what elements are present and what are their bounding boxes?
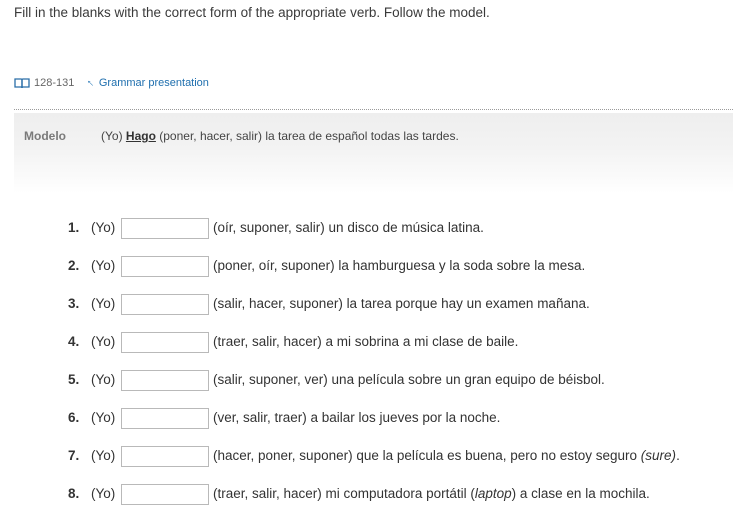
- item-sentence: [213, 486, 650, 501]
- item-sentence-text: (traer, salir, hacer) a mi sobrina a mi clase de baile.: [213, 334, 519, 349]
- model-label: Modelo: [24, 129, 66, 143]
- item-subject: (Yo): [91, 372, 116, 387]
- exercise-item: [0, 484, 733, 506]
- item-sentence-italic: (sure): [640, 448, 677, 463]
- page-range: 128-131: [34, 77, 75, 89]
- exercise-item: [0, 294, 733, 316]
- item-number: 8.: [68, 486, 80, 501]
- answer-input[interactable]: [121, 408, 209, 429]
- exercise-item: [0, 256, 733, 278]
- model-rest: (poner, hacer, salir) la tarea de español todas las tardes.: [159, 129, 459, 143]
- item-number: 6.: [68, 410, 80, 425]
- item-number: 5.: [68, 372, 80, 387]
- item-sentence: [213, 372, 605, 387]
- item-subject: (Yo): [91, 448, 116, 463]
- item-sentence: [213, 410, 500, 425]
- item-sentence-text: (salir, suponer, ver) una película sobre un gran equipo de béisbol.: [213, 372, 605, 387]
- exercise-item: [0, 446, 733, 468]
- item-subject: (Yo): [91, 258, 116, 273]
- item-sentence-end: .: [676, 448, 680, 463]
- item-subject: (Yo): [91, 296, 116, 311]
- item-subject: (Yo): [91, 334, 116, 349]
- model-answer: Hago: [125, 129, 156, 143]
- answer-input[interactable]: [121, 294, 209, 315]
- item-sentence-text: (ver, salir, traer) a bailar los jueves por la noche.: [213, 410, 501, 425]
- answer-input[interactable]: [121, 446, 209, 467]
- item-subject: (Yo): [91, 486, 116, 501]
- exercise-item: [0, 332, 733, 354]
- divider: [14, 109, 733, 110]
- item-sentence-text: (hacer, poner, suponer) que la película es buena, pero no estoy seguro: [213, 448, 641, 463]
- instructions: Fill in the blanks with the correct form of the appropriate verb. Follow the model.: [14, 5, 490, 20]
- item-sentence-text: (salir, hacer, suponer) la tarea porque hay un examen mañana.: [213, 296, 590, 311]
- exercise-item: [0, 218, 733, 240]
- grammar-presentation-link[interactable]: Grammar presentation: [98, 77, 209, 89]
- answer-input[interactable]: [121, 332, 209, 353]
- item-number: 1.: [68, 220, 80, 235]
- answer-input[interactable]: [121, 484, 209, 505]
- answer-input[interactable]: [121, 256, 209, 277]
- item-number: 4.: [68, 334, 80, 349]
- item-number: 2.: [68, 258, 80, 273]
- item-number: 7.: [68, 448, 80, 463]
- exercise-item: [0, 408, 733, 430]
- item-sentence-text: (traer, salir, hacer) mi computadora portátil (: [213, 486, 475, 501]
- model-subject: (Yo): [101, 129, 123, 143]
- item-subject: (Yo): [91, 410, 116, 425]
- item-sentence: [213, 220, 484, 235]
- item-number: 3.: [68, 296, 80, 311]
- answer-input[interactable]: [121, 370, 209, 391]
- reference-bar: [14, 75, 209, 91]
- model-box: [14, 113, 733, 193]
- answer-input[interactable]: [121, 218, 209, 239]
- item-sentence-text: (poner, oír, suponer) la hamburguesa y la soda sobre la mesa.: [213, 258, 586, 273]
- item-sentence: [213, 258, 585, 273]
- model-sentence: [101, 129, 459, 143]
- item-sentence-end: ) a clase en la mochila.: [511, 486, 650, 501]
- item-sentence-italic: laptop: [474, 486, 512, 501]
- arrow-up-left-icon[interactable]: ↑: [84, 76, 97, 89]
- item-sentence: [213, 448, 680, 463]
- item-sentence: [213, 296, 590, 311]
- exercise-item: [0, 370, 733, 392]
- item-sentence: [213, 334, 518, 349]
- book-icon: [14, 78, 30, 89]
- item-sentence-text: (oír, suponer, salir) un disco de música latina.: [213, 220, 484, 235]
- item-subject: (Yo): [91, 220, 116, 235]
